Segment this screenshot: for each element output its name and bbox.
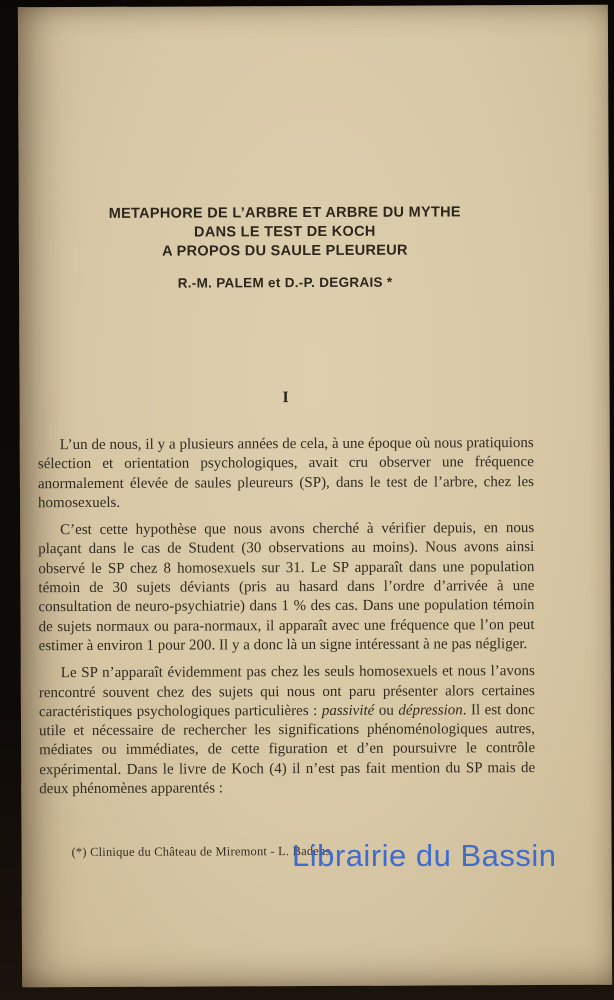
- bookseller-watermark: Librairie du Bassin: [292, 838, 557, 873]
- paragraph: [38, 434, 534, 513]
- body-text: C’est cette hypothèse que nous avons cherché à vérifier depuis, en nous plaçant dans le cas de Student (30 observations au moins). Nous avons ainsi observé le SP chez 8 homosexuels sur 31. Le SP apparaît dans une population témoin de 30 sujets déviants (pris au hasard dans l’ordre d’arrivée à une consultation de neuro-psychiatrie) dans 1 % des cas. Dans une population témoin de sujets normaux ou para-normaux, il apparaît avec une fréquence que l’on peut estimer à environ 1 pour 200. Il y a donc là un signe intéressant à ne pas négliger.: [38, 520, 535, 655]
- paragraph: [38, 519, 535, 656]
- article-title: [37, 203, 533, 262]
- title-line-1: METAPHORE DE L’ARBRE ET ARBRE DU MYTHE: [108, 204, 461, 222]
- paragraph: [39, 662, 536, 799]
- body-text: L’un de nous, il y a plusieurs années de cela, à une époque où nous pratiquions sélection et orientation psychologiques, avait cru observer une fréquence anormalement élevée de saules pleureurs (SP), dans le test de l’arbre, chez les homosexuels.: [37, 435, 534, 512]
- emphasized-text: dépression: [398, 702, 463, 719]
- body-text: ou: [374, 702, 399, 719]
- paragraphs: [38, 434, 536, 800]
- body-text: Le SP n’apparaît évidemment pas chez les seuls homosexuels et nous l’avons rencontré souvent chez des sujets qui nous ont paru présenter alors certaines caractéristiques psychologiques particulières :: [38, 663, 535, 721]
- authors-line: R.-M. PALEM et D.-P. DEGRAIS *: [177, 274, 393, 291]
- footnote: (*) Clinique du Château de Miremont - L. Badens: [71, 843, 331, 860]
- section-number: I: [282, 389, 289, 407]
- emphasized-text: passivité: [321, 702, 375, 719]
- title-line-2: DANS LE TEST DE KOCH: [194, 223, 376, 241]
- body-text: . Il est donc utile et nécessaire de rechercher les significations phénoménologiques autres, médiates ou immédiates, de cette figuration et d’en poursuivre le contrôle expérimental. Dans le livre de Koch (4) il n’est pas fait mention du SP mais de deux phénomènes apparentés :: [38, 701, 536, 798]
- title-line-3: A PROPOS DU SAULE PLEUREUR: [162, 242, 408, 260]
